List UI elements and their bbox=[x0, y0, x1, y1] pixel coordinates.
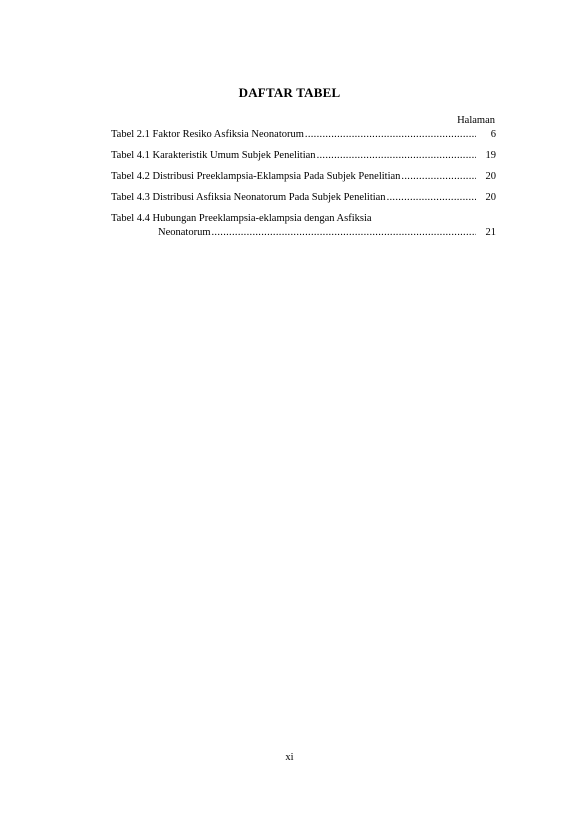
toc-entry-page: 20 bbox=[485, 192, 496, 203]
page-number: xi bbox=[285, 752, 294, 763]
toc-entry-page: 6 bbox=[490, 129, 496, 140]
toc-entry[interactable] bbox=[111, 191, 496, 205]
toc-entry-row bbox=[111, 149, 496, 163]
toc-entry-row bbox=[111, 226, 496, 240]
toc-entry-title: Tabel 2.1 Faktor Resiko Asfiksia Neonatorum bbox=[111, 129, 304, 140]
toc-entry[interactable] bbox=[111, 170, 496, 184]
page-title: DAFTAR TABEL bbox=[238, 85, 341, 100]
toc-entry[interactable] bbox=[111, 212, 496, 240]
toc-entry-page: 21 bbox=[485, 227, 496, 238]
toc-entry-page: 20 bbox=[485, 171, 496, 182]
toc-entry-row bbox=[111, 128, 496, 142]
toc-entry-title-line1: Tabel 4.4 Hubungan Preeklampsia-eklampsia dengan Asfiksia bbox=[111, 213, 372, 224]
leader-dots bbox=[387, 191, 476, 205]
toc-entry-title: Tabel 4.2 Distribusi Preeklampsia-Eklampsia Pada Subjek Penelitian bbox=[111, 171, 401, 182]
leader-dots bbox=[401, 170, 476, 184]
toc-entry[interactable] bbox=[111, 149, 496, 163]
toc-entry-row bbox=[111, 170, 496, 184]
toc-entry-page: 19 bbox=[485, 150, 496, 161]
toc-entry-row bbox=[111, 191, 496, 205]
leader-dots bbox=[317, 149, 476, 163]
leader-dots bbox=[212, 226, 477, 240]
page-column-label: Halaman bbox=[457, 115, 495, 126]
toc-entry-title-line2: Neonatorum bbox=[158, 227, 211, 238]
toc-entry-title: Tabel 4.3 Distribusi Asfiksia Neonatorum Pada Subjek Penelitian bbox=[111, 192, 386, 203]
table-of-contents bbox=[111, 128, 496, 247]
toc-entry-title: Tabel 4.1 Karakteristik Umum Subjek Penelitian bbox=[111, 150, 316, 161]
toc-entry[interactable] bbox=[111, 128, 496, 142]
leader-dots bbox=[305, 128, 476, 142]
